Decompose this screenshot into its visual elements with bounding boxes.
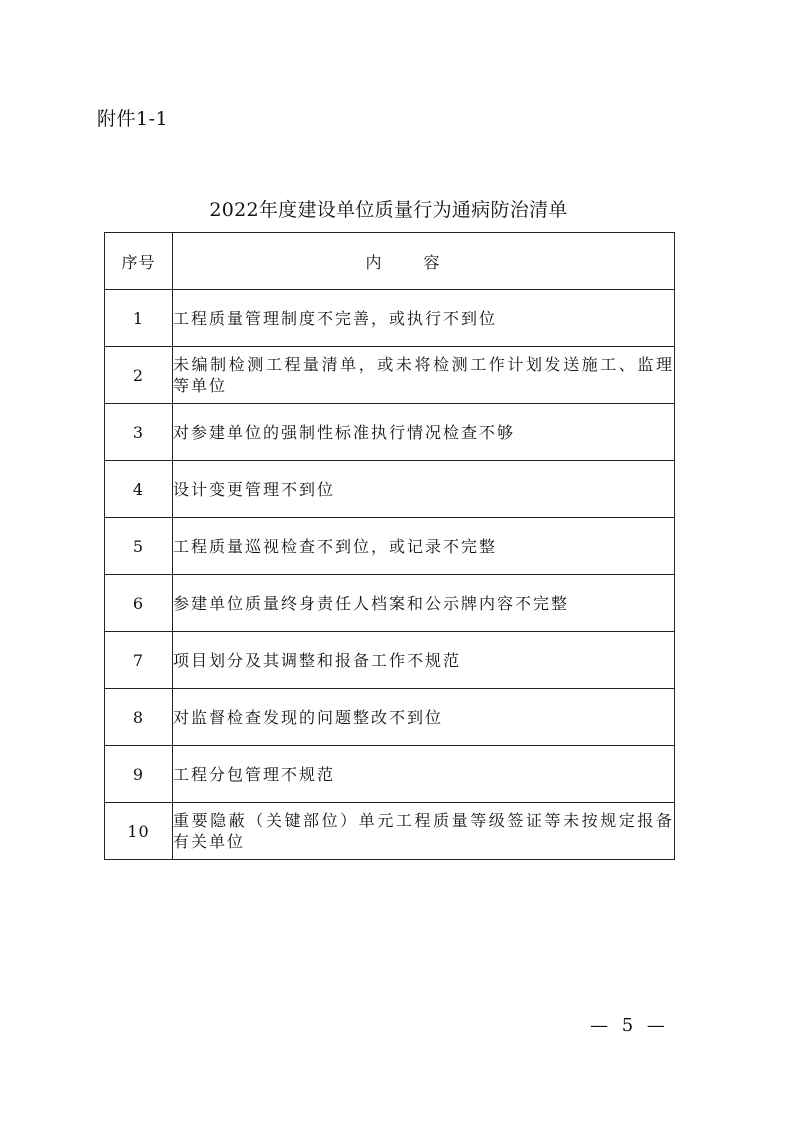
row-content: 对参建单位的强制性标准执行情况检查不够 — [173, 404, 675, 461]
defects-table — [104, 232, 675, 860]
row-number: 4 — [105, 461, 173, 518]
table-row — [105, 461, 675, 518]
row-content: 工程质量巡视检查不到位，或记录不完整 — [173, 518, 675, 575]
row-content: 工程分包管理不规范 — [173, 746, 675, 803]
table-row — [105, 632, 675, 689]
row-content: 参建单位质量终身责任人档案和公示牌内容不完整 — [173, 575, 675, 632]
row-number: 5 — [105, 518, 173, 575]
table-header-row — [105, 233, 675, 290]
row-content: 对监督检查发现的问题整改不到位 — [173, 689, 675, 746]
row-content: 未编制检测工程量清单，或未将检测工作计划发送施工、监理等单位 — [173, 347, 675, 404]
table-row — [105, 347, 675, 404]
table-row — [105, 689, 675, 746]
row-number: 3 — [105, 404, 173, 461]
row-number: 8 — [105, 689, 173, 746]
document-title: 2022年度建设单位质量行为通病防治清单 — [209, 199, 568, 221]
table-row — [105, 518, 675, 575]
row-content: 重要隐蔽（关键部位）单元工程质量等级签证等未按规定报备有关单位 — [173, 803, 675, 860]
table-row — [105, 575, 675, 632]
row-number: 9 — [105, 746, 173, 803]
header-serial-number: 序号 — [105, 233, 173, 290]
row-number: 10 — [105, 803, 173, 860]
row-content: 设计变更管理不到位 — [173, 461, 675, 518]
row-number: 6 — [105, 575, 173, 632]
page-number: — 5 — — [590, 1015, 669, 1036]
attachment-label: 附件1-1 — [97, 108, 169, 130]
row-content: 工程质量管理制度不完善，或执行不到位 — [173, 290, 675, 347]
table-row — [105, 290, 675, 347]
header-content: 内容 — [173, 233, 675, 290]
row-number: 1 — [105, 290, 173, 347]
row-number: 2 — [105, 347, 173, 404]
row-number: 7 — [105, 632, 173, 689]
table-row — [105, 746, 675, 803]
row-content: 项目划分及其调整和报备工作不规范 — [173, 632, 675, 689]
table-row — [105, 803, 675, 860]
table-row — [105, 404, 675, 461]
